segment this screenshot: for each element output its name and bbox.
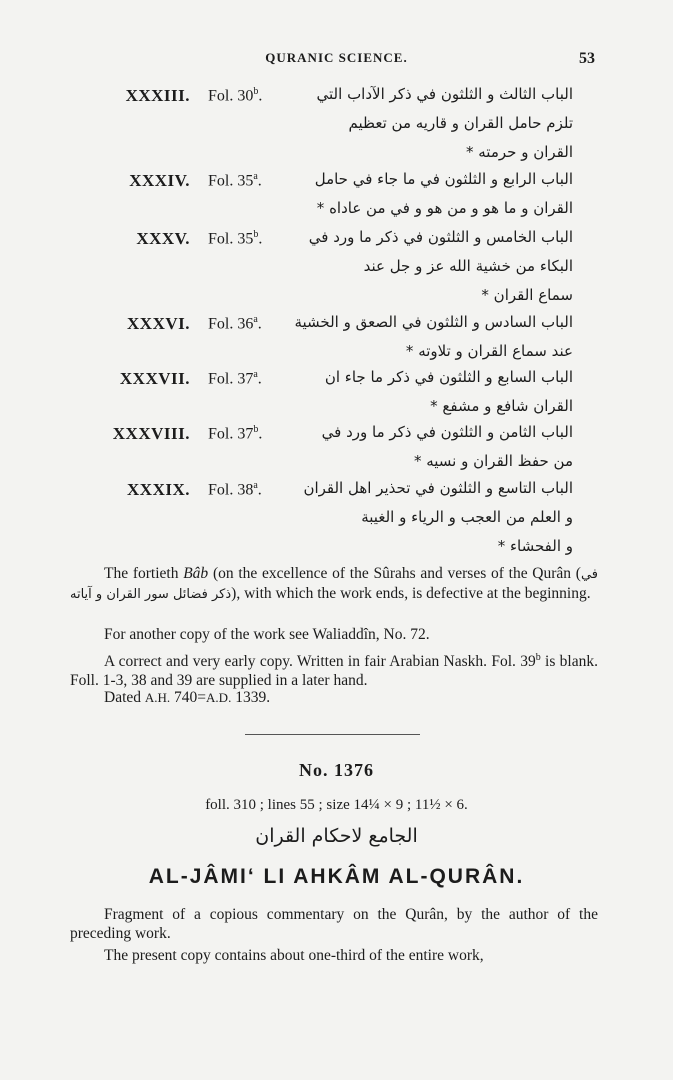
- arabic-chapter-line: تلزم حامل القران و قاريه من تعظيم: [348, 114, 573, 132]
- arabic-chapter-line: و الفحشاء *: [497, 537, 573, 555]
- arabic-chapter-line: الباب الثامن و الثلثون في ذكر ما ورد في: [321, 423, 573, 441]
- work-title: AL-JÂMI‘ LI AHKÂM AL-QURÂN.: [148, 865, 525, 888]
- chapter-number: XXXIX.: [127, 480, 190, 499]
- description-paragraph: Fragment of a copious commentary on the Qurân, by the author of the preceding work.: [70, 906, 598, 942]
- arabic-chapter-line: الباب السادس و الثلثون في الصعق و الخشية: [294, 313, 573, 331]
- folio-ref: Fol. 37$^b$.: [208, 424, 263, 443]
- arabic-chapter-line: عند سماع القران و تلاوته *: [405, 342, 573, 360]
- arabic-chapter-line: القران و حرمته *: [466, 143, 573, 161]
- chapter-number: XXXIV.: [129, 171, 190, 190]
- arabic-chapter-line: من حفظ القران و نسيه *: [413, 452, 573, 470]
- folio-ref: Fol. 38$^a$.: [208, 480, 262, 499]
- folio-ref: Fol. 35$^a$.: [208, 171, 262, 190]
- record-number: No. 1376: [299, 760, 374, 780]
- chapter-number: XXXVI.: [127, 314, 190, 333]
- arabic-chapter-line: و العلم من العجب و الرياء و الغيبة: [361, 508, 573, 526]
- arabic-chapter-line: القران شافع و مشفع *: [430, 397, 573, 415]
- folio-ref: Fol. 36$^a$.: [208, 314, 262, 333]
- chapter-number: XXXVIII.: [112, 424, 190, 443]
- note-paragraph: For another copy of the work see Waliaddîn, No. 72.: [104, 626, 430, 643]
- arabic-chapter-line: البكاء من خشية الله عز و جل عند: [363, 257, 573, 275]
- arabic-chapter-line: الباب السابع و الثلثون في ذكر ما جاء ان: [324, 368, 573, 386]
- date-line: Dated A.H. 740=A.D. 1339.: [104, 689, 271, 706]
- arabic-chapter-line: الباب التاسع و الثلثون في تحذير اهل القران: [303, 479, 573, 497]
- chapter-number: XXXIII.: [125, 86, 190, 105]
- description-paragraph: The present copy contains about one-third of the entire work,: [104, 947, 484, 964]
- arabic-chapter-line: سماع القران *: [481, 286, 573, 304]
- arabic-chapter-line: الباب الرابع و الثلثون في ما جاء في حامل: [314, 170, 573, 188]
- running-header: QURANIC SCIENCE.: [265, 50, 408, 65]
- chapter-number: XXXV.: [136, 229, 190, 248]
- folio-ref: Fol. 37$^a$.: [208, 369, 262, 388]
- folio-ref: Fol. 35$^b$.: [208, 229, 263, 248]
- chapter-number: XXXVII.: [119, 369, 190, 388]
- page-number: 53: [579, 50, 595, 67]
- arabic-chapter-line: القران و ما هو و من هو و في من عاداه *: [316, 199, 573, 217]
- arabic-chapter-line: الباب الثالث و الثلثون في ذكر الآداب التي: [316, 85, 573, 103]
- folio-ref: Fol. 30$^b$.: [208, 86, 263, 105]
- section-divider: [245, 734, 420, 735]
- record-meta: foll. 310 ; lines 55 ; size 14¼ × 9 ; 11½ × 6.: [205, 797, 468, 813]
- arabic-title: الجامع لاحكام القران: [255, 825, 418, 847]
- arabic-chapter-line: الباب الخامس و الثلثون في ذكر ما ورد في: [308, 228, 573, 246]
- note-paragraph: A correct and very early copy. Written in fair Arabian Naskh. Fol. 39$^b$ is blank. Foll. 1-3, 38 and 39 are supplied in a later hand.: [70, 652, 598, 690]
- note-paragraph: The fortieth Bâb (on the excellence of the Sûrahs and verses of the Qurân (في ذكر فضائل سور القران و آياته), with which the work ends, is defective at the beginning.: [70, 565, 599, 602]
